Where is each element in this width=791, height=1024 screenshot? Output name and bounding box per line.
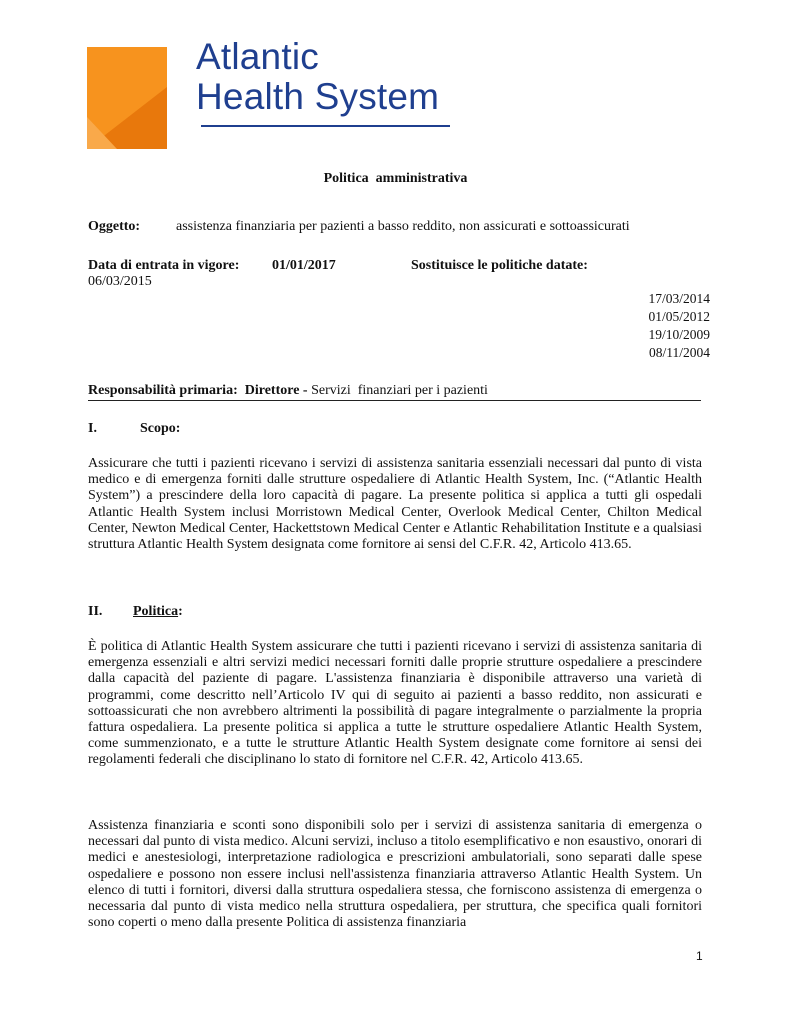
section-2-heading-wrap bbox=[133, 604, 183, 620]
supersedes-date: 01/05/2012 bbox=[648, 309, 710, 324]
supersedes-date: 17/03/2014 bbox=[648, 291, 710, 306]
section-2-number: II. bbox=[88, 604, 103, 619]
subject-text: assistenza finanziaria per pazienti a basso reddito, non assicurati e sottoassicurati bbox=[176, 219, 630, 234]
company-logo-icon bbox=[87, 47, 167, 149]
document-title: Politica amministrativa bbox=[323, 171, 468, 186]
section-2-paragraph-2: Assistenza finanziaria e sconti sono disponibili solo per i servizi di assistenza sanitaria di emergenza o necessari dal punto di vista medico. Alcuni servizi, incluso a titolo esemplificativo e non esaustivo, onorari di medici e anestesiologi, interpretazione radiologica e prescrizioni ambulatoriali, sono separati dalle spese ospedaliere e possono non essere inclusi nell'assistenza finanziaria attraverso Atlantic Health System. Un elenco di tutti i fornitori, diversi dalla struttura ospedaliera stessa, che forniscono assistenza di emergenza o necessaria dal punto di vista medico nella struttura ospedaliera, per struttura, che specifica quali fornitori sono coperti o meno dalla presente Politica di assistenza finanziaria bbox=[88, 818, 702, 931]
section-1-number: I. bbox=[88, 421, 97, 436]
responsibility-text: Servizi finanziari per i pazienti bbox=[307, 383, 488, 398]
section-2-paragraph-1: È politica di Atlantic Health System assicurare che tutti i pazienti ricevano i servizi di assistenza sanitaria di emergenza essenziali e altri servizi medici necessari forniti dalle proprie strutture ospedaliere a prescindere dalla capacità del paziente di pagare. L'assistenza finanziaria è disponibile attraverso una varietà di programmi, come descritto nell’Articolo IV qui di seguito ai pazienti a basso reddito, non assicurati e sottoassicurati che non avrebbero altrimenti la possibilità di pagare integralmente o parzialmente la propria fattura ospedaliera. La presente politica si applica a tutte le strutture ospedaliere Atlantic Health System, come summenzionato, e a tutte le strutture Atlantic Health System designate come fornitore ai sensi dei regolamenti federali che disciplinano lo stato di fornitore nel C.F.R. 42, Articolo 413.65. bbox=[88, 639, 702, 768]
section-2-heading: Politica bbox=[133, 604, 179, 619]
subject-label: Oggetto: bbox=[88, 219, 141, 234]
section-1-heading: Scopo: bbox=[140, 421, 181, 436]
section-1-paragraph: Assicurare che tutti i pazienti ricevano i servizi di assistenza sanitaria essenziali necessari dal punto di vista medico e di emergenza forniti dalle strutture ospedaliere di Atlantic Health System, Inc. (“Atlantic Health System”) a prescindere della loro capacità di pagare. La presente politica si applica a tutti gli ospedali Atlantic Health System inclusi Morristown Medical Center, Overlook Medical Center, Chilton Medical Center, Newton Medical Center, Hackettstown Medical Center e Atlantic Rehabilitation Institute e a qualsiasi struttura Atlantic Health System designata come fornitore ai sensi del C.F.R. 42, Articolo 413.65. bbox=[88, 456, 702, 553]
section-1-body bbox=[88, 456, 702, 553]
brand-underline bbox=[201, 125, 450, 127]
effective-date-label: Data di entrata in vigore: bbox=[88, 258, 240, 273]
divider bbox=[88, 400, 701, 401]
supersedes-date: 19/10/2009 bbox=[648, 327, 710, 342]
effective-date-value: 01/01/2017 bbox=[272, 258, 336, 273]
responsibility-line bbox=[88, 383, 488, 399]
section-2-body bbox=[88, 639, 702, 769]
page-number: 1 bbox=[696, 949, 703, 963]
section-2-body-2 bbox=[88, 818, 702, 931]
supersedes-label: Sostituisce le politiche datate: bbox=[411, 258, 588, 273]
responsibility-label: Responsabilità primaria: Direttore - bbox=[88, 383, 308, 398]
brand-name-line2: Health System bbox=[196, 76, 440, 117]
supersedes-date: 06/03/2015 bbox=[88, 274, 152, 289]
section-2-heading-suffix: : bbox=[178, 604, 183, 619]
brand-name-line1: Atlantic bbox=[196, 36, 319, 77]
supersedes-date: 08/11/2004 bbox=[648, 345, 710, 360]
